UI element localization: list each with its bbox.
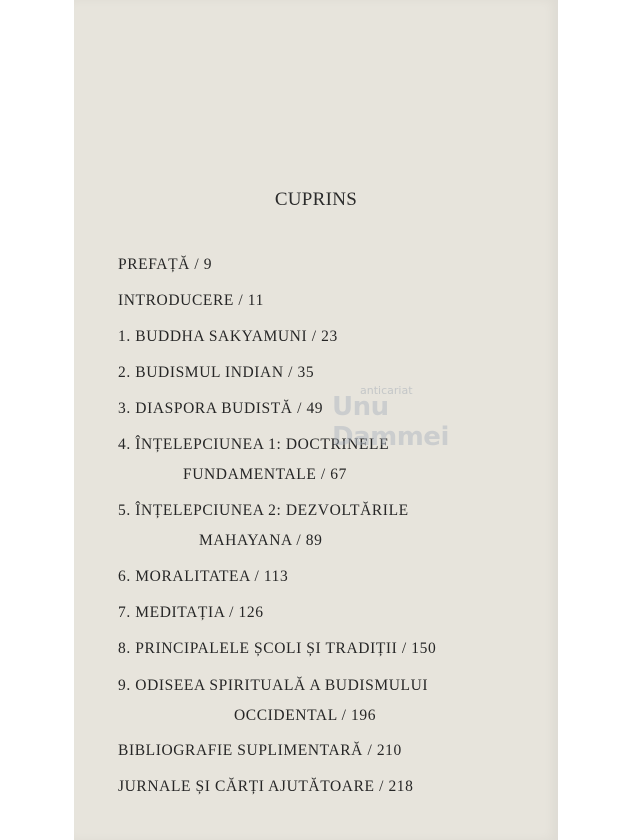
toc-entry-2: 2. BUDISMUL INDIAN / 35 [118,364,315,381]
toc-entry-introducere: INTRODUCERE / 11 [118,292,264,309]
toc-entry-4-continuation: FUNDAMENTALE / 67 [183,466,347,483]
toc-entry-5: 5. ÎNȚELEPCIUNEA 2: DEZVOLTĂRILE [118,502,409,519]
toc-entry-3: 3. DIASPORA BUDISTĂ / 49 [118,400,324,417]
toc-entry-9: 9. ODISEEA SPIRITUALĂ A BUDISMULUI [118,677,429,694]
toc-entry-6: 6. MORALITATEA / 113 [118,568,289,585]
toc-entry-bibliografie: BIBLIOGRAFIE SUPLIMENTARĂ / 210 [118,742,402,759]
toc-entry-9-continuation: OCCIDENTAL / 196 [234,707,377,724]
toc-entry-1: 1. BUDDHA SAKYAMUNI / 23 [118,328,338,345]
toc-entry-4: 4. ÎNȚELEPCIUNEA 1: DOCTRINELE [118,436,390,453]
page-title: CUPRINS [274,189,358,210]
watermark-small-text: anticariat [360,384,413,397]
watermark-big-text: Unu Dammei [332,392,449,452]
watermark-logo [332,384,452,452]
toc-entry-8: 8. PRINCIPALELE ȘCOLI ȘI TRADIȚII / 150 [118,640,437,657]
toc-entry-jurnale: JURNALE ȘI CĂRȚI AJUTĂTOARE / 218 [118,778,414,795]
book-page [74,0,558,840]
toc-entry-5-continuation: MAHAYANA / 89 [199,532,323,549]
toc-entry-7: 7. MEDITAȚIA / 126 [118,604,264,621]
toc-entry-prefata: PREFAȚĂ / 9 [118,256,213,273]
